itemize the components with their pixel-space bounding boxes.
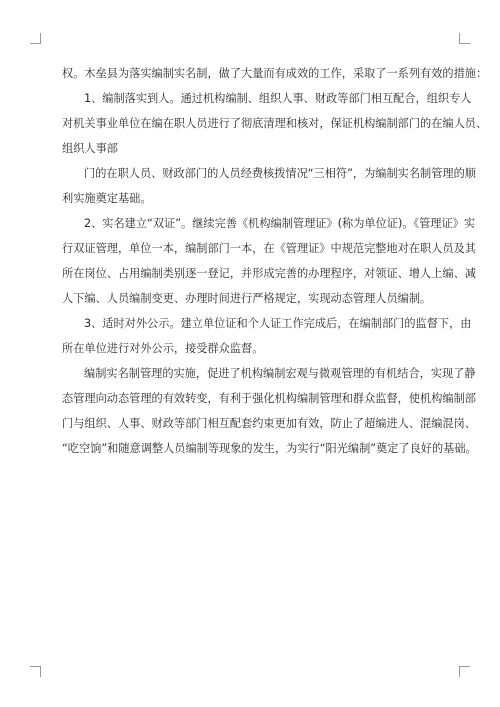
paragraph-item-1-line-2: 对机关事业单位在编在职人员进行了彻底清理和核对，保证机构编制部门的在编人员、 — [62, 117, 488, 130]
paragraph-summary-line-3: 门与组织、人事、财政等部门相互配套约束更加有效，防止了超编进人、混编混岗、 — [62, 417, 476, 430]
paragraph-item-2-line-2: 行双证管理，单位一本，编制部门一本，在《管理证》中规范完整地对在职人员及其 — [62, 242, 476, 255]
paragraph-summary-line-1: 编制实名制管理的实施，促进了机构编制宏观与微观管理的有机结合，实现了静 — [84, 367, 476, 380]
crop-mark-top-left — [30, 33, 41, 44]
paragraph-item-3-line-2: 所在单位进行对外公示，接受群众监督。 — [62, 342, 264, 355]
paragraph-item-3-line-1: 3、适时对外公示。建立单位证和个人证工作完成后，在编制部门的监督下，由 — [84, 317, 472, 330]
paragraph-item-1b-line-2: 利实施奠定基础。 — [62, 192, 152, 205]
paragraph-item-2-line-1: 2、实名建立“双证”。继续完善《机构编制管理证》(称为单位证)。《管理证》实 — [84, 217, 476, 230]
paragraph-summary-line-4: “吃空饷”和随意调整人员编制等现象的发生，为实行“阳光编制”奠定了良好的基础。 — [62, 442, 477, 455]
paragraph-intro: 权。木垒县为落实编制实名制，做了大量而有成效的工作，采取了一系列有效的措施： — [62, 67, 488, 80]
paragraph-item-1-line-3: 组织人事部 — [62, 142, 118, 155]
crop-mark-bottom-right — [459, 666, 470, 677]
paragraph-summary-line-2: 态管理向动态管理的有效转变，有利于强化机构编制管理和群众监督，使机构编制部 — [62, 392, 476, 405]
paragraph-item-2-line-3: 所在岗位、占用编制类别逐一登记，并形成完善的办理程序，对领证、增人上编、减 — [62, 267, 476, 280]
crop-mark-top-right — [459, 33, 470, 44]
paragraph-item-1-line-1: 1、编制落实到人。通过机构编制、组织人事、财政等部门相互配合，组织专人 — [84, 92, 472, 105]
crop-mark-bottom-left — [30, 666, 41, 677]
document-body — [62, 66, 488, 457]
paragraph-item-1b-line-1: 门的在职人员、财政部门的人员经费核拨情况“三相符”，为编制实名制管理的顺 — [84, 167, 476, 180]
paragraph-item-2-line-4: 人下编、人员编制变更、办理时间进行严格规定，实现动态管理人员编制。 — [62, 292, 432, 305]
